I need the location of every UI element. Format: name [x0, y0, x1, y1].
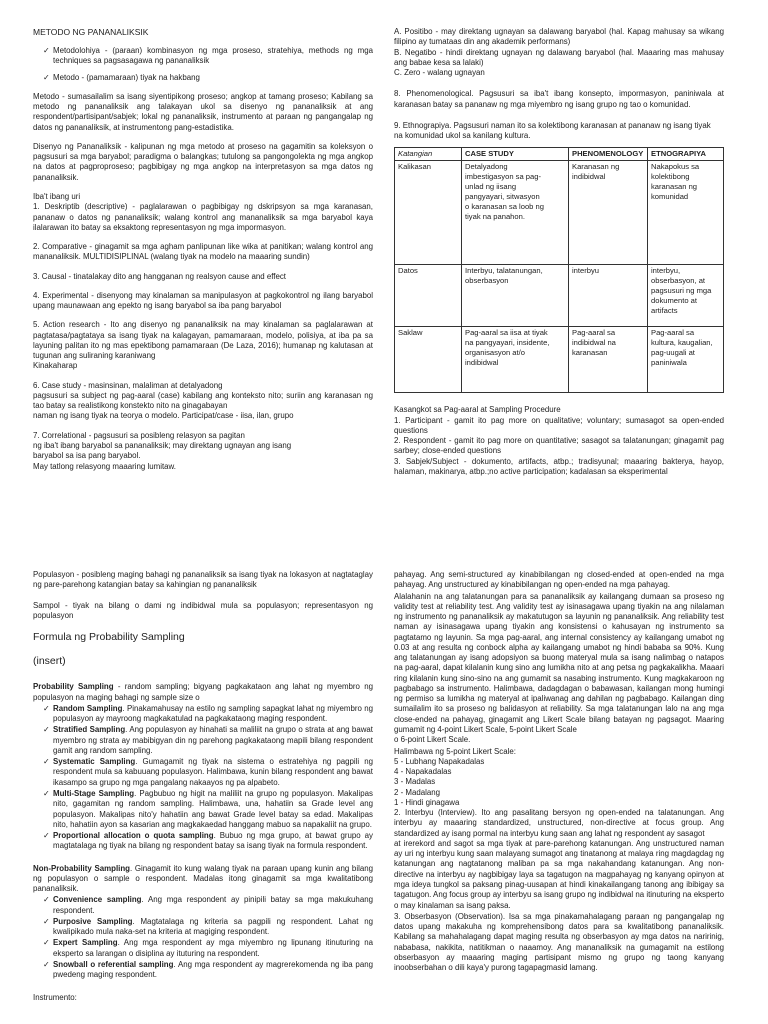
paragraph-experimental: 4. Experimental - disenyong may kinalaman sa manipulasyon at pagkokontrol ng ilang baryabol upang maunawaan ang epekto ng isang baryabol sa iba pang baryabol: [33, 290, 373, 311]
probability-intro: Probability Sampling - random sampling; bigyang pagkakataon ang lahat ng myembro ng populasyon na maging bahagi ng sample size o: [33, 682, 373, 702]
table-cell: Detalyadong imbestigasyon sa pag-unlad ng iisang pangyayari, sitwasyon o karanasan sa loob ng tiyak na panahon.: [462, 161, 569, 265]
nonprobability-item: ✓ Purposive Sampling. Magtatalaga ng kriteria sa pagpili ng respondent. Lahat ng kwalipikado mula naka-set na kriteria at magiging respondent.: [33, 917, 373, 938]
table-cell: Kalikasan: [395, 161, 462, 265]
term-label: Non-Probability Sampling: [33, 863, 130, 873]
term-label: Probability Sampling: [33, 682, 114, 692]
paragraph-obserbasyon: 3. Obserbasyon (Observation). Isa sa mga pinakamahalagang paraan ng pangangalap ng datos upang makakuha ng komprehensibong datos para sa kwalitatibong pananaliksik. Kabilang sa mahahalagang dapat maging resulta ng obserbasyon ay mga datos na naririnig, nababasa, nakikita, natitikman o naaamoy. Ang mananaliksik na gumagamit na estilong obserbasyon ay maaaring maging partisipant mismo ng grupo ng taong kanyang inoobserbahan o dili kaya'y purong tagapagmasid lamang.: [394, 911, 724, 973]
likert-title: Halimbawa ng 5-point Likert Scale:: [394, 746, 516, 756]
bottom-right-column: [394, 570, 724, 974]
paragraph-action-research: 5. Action research - Ito ang disenyo ng pananaliksik na may kinalaman sa paglalarawan at pagtatasa/pagtataya sa isang tiyak na kalagayan, pamamaraan, modelo, polisiya, at iba pa sa layuning palitan ito ng mas epektibong pamamaraan (De Laza, 2016); humanap ng kalutasan at tugunan ang suliraning karaniwang Kinakaharap: [33, 320, 373, 371]
bottom-left-column: [33, 570, 373, 1009]
nonprobability-item: ✓ Convenience sampling. Ang mga respondent ay pinipili batay sa mga makukuhang respondent.: [33, 895, 373, 916]
table-cell: Interbyu, talatanungan, obserbasyon: [462, 265, 569, 327]
likert-item: 5 - Lubhang Napakadalas: [394, 756, 485, 766]
table-header-cell: CASE STUDY: [462, 148, 569, 161]
paragraph-interbyu: 2. Interbyu (Interview). Ito ang pasalitang bersyon ng open-ended na talatanungan. Ang interbyu ay maaaring standardized, unstructured, non-directive at focus group. Ang standardized ay isang pormal na interbyu kung saan ang lahat ng respondent ay sasagot at irerekord and sagot sa mga tiyak at pare-parehong katanungan. Ang unstructured naman ay uri ng interbyu kung saan malayang sumagot ang tinatanong at malaya ring magdagdag ng katanungan ang nagtatanong maliban pa sa mga nakahandang katanungan. Ang non-directive na interbyu ay nagbibigay laya sa tagatugon na magpahayag ng kanyang opinyon at mga ideya tungkol sa paksang pinag-uusapan at hindi kinakailangang tanong ang ibibigay sa tagatugon. Ang focus group ay interbyu sa isang grupo ng indibidwal na itinuturing na eksperto o may kinalaman sa isang paksa.: [394, 808, 724, 910]
paragraph-phenomenological: 8. Phenomenological. Pagsusuri sa iba't ibang konsepto, impormasyon, paniniwala at karanasan batay sa pananaw ng mga miyembro ng isang grupo ng tao o komunidad.: [394, 89, 724, 109]
probability-item: ✓ Random Sampling. Pinakamahusay na estilo ng sampling sapagkat lahat ng miyembro ng populasyon ay mayroong magkakatulad na pagkakataong maging respondent.: [33, 704, 373, 725]
instrumento-label: Instrumento:: [33, 992, 77, 1002]
table-cell: Nakapokus sa kolektibong karanasan ng komunidad: [648, 161, 724, 265]
paragraph-sampol: Sampol - tiyak na bilang o dami ng indibidwal mula sa populasyon; representasyon ng populasyon: [33, 600, 373, 620]
table-cell: Pag-aaral sa iisa at tiyak na pangyayari, insidente, organisasyon at/o indibidwal: [462, 327, 569, 393]
top-left-column: [33, 27, 373, 478]
table-row: [395, 161, 724, 265]
paragraph-comparative: 2. Comparative - ginagamit sa mga agham panlipunan like wika at panitikan; walang kontrol ang mananaliksik. MULTIDISIPLINAL (walang tiyak na modelo na maaaring sundin): [33, 242, 373, 262]
likert-item: 2 - Madalang: [394, 787, 441, 797]
table-header-row: [395, 148, 724, 161]
likert-item: 3 - Madalas: [394, 777, 436, 787]
section-title: METODO NG PANANALIKSIK: [33, 27, 149, 37]
paragraph-relationships: A. Positibo - may direktang ugnayan sa dalawang baryabol (hal. Kapag mahusay sa wikang filipino ay tumataas din ang akademik performans) B. Negatibo - hindi direktang ugnayan ng dalawang baryabol (hal. Maaaring mas mahusay ang babae kesa sa lalaki) C. Zero - walang ugnayan: [394, 27, 724, 78]
probability-item: ✓ Systematic Sampling. Gumagamit ng tiyak na sistema o estratehiya ng pagpili ng respondent mula sa kabuuang populasyon. Halimbawa, kunin bilang respondent ang bawat ikasampo sa grupo ng mga pangalang nakaayos ng pa alpabeto.: [33, 757, 373, 788]
table-cell: Saklaw: [395, 327, 462, 393]
paragraph-deskriptib: Iba't ibang uri 1. Deskriptib (descriptive) - paglalarawan o pagbibigay ng dskripsyon sa mga karanasan, pananaw o datos ng pananaliksik; walang kontrol ang mananaliksik sa mga baryabol kaya ilalarawan ito batay sa eksaktong representasyon ng mga impormasyon.: [33, 191, 373, 232]
paragraph-correlational: 7. Correlational - pagsusuri sa posibleng relasyon sa pagitan ng iba't ibang baryabol sa pananaliksik; may direktang ugnayan ang isang baryabol sa isa pang baryabol. May tatlong relasyong maaaring lumitaw.: [33, 430, 292, 471]
paragraph-causal: 3. Causal - tinatalakay dito ang hangganan ng realsyon cause and effect: [33, 271, 286, 281]
table-cell: Karanasan ng indibidwal: [569, 161, 648, 265]
nonprobability-item: ✓ Expert Sampling. Ang mga respondent ay mga miyembro ng lipunang itinuturing na eksperto sa larangan o disiplina ay ituturing na respondent.: [33, 938, 373, 959]
probability-item: ✓ Multi-Stage Sampling. Pagbubuo ng higit na maliliit na grupo ng populasyon. Makalipas nito, gagamitan ng random sampling. Halimbawa, una, hahatiin sa Grade level ang populasyon. Makalipas nito'y hahatiin ang bawat Grade level batay sa edad. Makalipas nito, hahatiin ayon sa kasarian ang magkakaedad hanggang mabuo sa napakaliit na grupo.: [33, 789, 373, 830]
paragraph-case-study: 6. Case study - masinsinan, malaliman at detalyadong pagsusuri sa subject ng pag-aaral (case) kabilang ang konteksto nito; suriin ang karanasan ng tao batay sa realistikong konstekto nito na ginagabayan naman ng isang tiyak na teorya o modelo. Participat/case - iisa, ilan, grupo: [33, 380, 373, 421]
top-right-column: [394, 27, 724, 483]
nonprobability-item: ✓ Snowball o referential sampling. Ang mga respondent ay magrerekomenda ng iba pang pwedeng maging respondent.: [33, 960, 373, 981]
checklist-item: ✓ Metodolohiya - (paraan) kombinasyon ng mga proseso, stratehiya, methods ng mga techniques sa pagsasagawa ng pananaliksik: [33, 46, 373, 67]
likert-item: 1 - Hindi ginagawa: [394, 797, 460, 807]
table-header-cell: PHENOMENOLOGY: [569, 148, 648, 161]
paragraph-disenyo: Disenyo ng Pananaliksik - kalipunan ng mga metodo at proseso na gagamitin sa koleksyon o pagsusuri sa mga baryabol; paradigma o balangkas; tutulong sa pangongolekta ng mga angkop na datos at pagproproseso; pagbibigay ng mga angkop na interpretasyon sa mga datos ng pananaliksik.: [33, 141, 373, 182]
table-cell: interbyu: [569, 265, 648, 327]
paragraph-validity: Alalahanin na ang talatanungan para sa pananaliksik ay kailangang dumaan sa proseso ng validity test at reliability test. Ang validity test ay isinasagawa upang tiyakin na ang nilalaman ng instrumento ng pananaliksik ay makatutugon sa layunin ng pananaliksik. Ang reliability test naman ay isinasagawa upang tiyakin ang konsistensi o kahusayan ng instrumento sa pagtatamo ng layunin. Sa mga pag-aaral, ang internal consistency ay kailangang umabot ng 0.03 at ang resulta ng conbock alpha ay kailangang umabot ng hindi bababa sa 90%. Kung ang talatanungan ay isang adopsiyon sa buong materyal mula sa isang nalimbag o natapos na pag-aaral, dapat kilalanin kung sino ang lumikha nito at ang petsa ng pagkakalikha. Maaari ring kilalanin kung sino-sino na ang gumamit sa nasabing instrumento. Kung magkakaroon ng pagbabago sa instrumento. Halimbawa, dadagdagan o babawasan, kailangan mong humingi ng permiso sa lumikha ng materyal at ipaliwanag ang dahilan ng pagbabago. Kailangan ding sumailalim ito sa proseso ng balidasyon at reliability. Sa mga talatanungan lalo na ang mga close-ended na pahayag, ginagamit ang Likert Scale bilang batayan ng pagsagot. Maaring gumamit ng 4-point Likert Scale, 5-point Likert Scale o 6-point Likert Scale.: [394, 591, 724, 745]
formula-title: Formula ng Probability Sampling: [33, 631, 185, 644]
insert-placeholder: (insert): [33, 654, 66, 667]
paragraph-populasyon: Populasyon - posibleng maging bahagi ng pananaliksik sa isang tiyak na lokasyon at nagtataglay ng pare-parehong katangian batay sa kahingian ng pananaliksik: [33, 570, 373, 590]
comparison-table: [394, 147, 724, 393]
table-header-cell: ETNOGRAPIYA: [648, 148, 724, 161]
table-cell: Pag-aaral sa indibidwal na karanasan: [569, 327, 648, 393]
table-row: [395, 265, 724, 327]
paragraph-pahayag: pahayag. Ang semi-structured ay kinabibilangan ng closed-ended at open-ended na mga pahayag. Ang unstructured ay kinabibilangan ng open-ended na mga pahayag.: [394, 570, 724, 590]
probability-item: ✓ Proportional allocation o quota sampling. Bubuo ng mga grupo, at bawat grupo ay magtatalaga ng tiyak na bilang ng respondent batay sa isang tiyak na formula respondent.: [33, 831, 373, 852]
table-cell: Pag-aaral sa kultura, kaugalian, pag-uugali at paniniwala: [648, 327, 724, 393]
paragraph-ethnograpiya: 9. Ethnograpiya. Pagsusuri naman ito sa kolektibong karanasan at pananaw ng isang tiyak na komunidad ukol sa kanilang kultura.: [394, 120, 711, 141]
paragraph-sampling-procedure: Kasangkot sa Pag-aaral at Sampling Procedure 1. Participant - gamit ito pag more on qualitative; voluntary; sumasagot sa open-ended questions 2. Respondent - gamit ito pag more on quantitative; sasagot sa talatanungan; ginagamit pag sarbey; close-ended questions 3. Sabjek/Subject - dokumento, artifacts, atbp.; tradisyunal; maaaring bakterya, hayop, halaman, makinarya, atbp.;no active participation; kadalasan sa eksperimental: [394, 405, 724, 476]
checklist-item: ✓ Metodo - (pamamaraan) tiyak na hakbang: [33, 73, 373, 83]
paragraph-metodo: Metodo - sumasailalim sa isang siyentipikong proseso; angkop at tamang proseso; Kabilang sa metodo ng pananaliksik ang talakayan ukol sa disenyo ng pananaliksik at ang respondent/partisipant/sabjek; lokal ng pananaliksik, instrumento at paraan ng pangangalap ng datos ng pananaliksik, at instrumentong pang-estadistika.: [33, 91, 373, 132]
table-cell: interbyu, obserbasyon, at pagsusuri ng mga dokumento at artifacts: [648, 265, 724, 327]
likert-item: 4 - Napakadalas: [394, 767, 452, 777]
probability-item: ✓ Stratified Sampling. Ang populasyon ay hinahati sa maliliit na grupo o strata at ang bawat myembro ng strata ay mabibigyan din ng parehong pagkakataong mapili bilang respondent gamit ang random sampling.: [33, 725, 373, 756]
table-header-cell: Katangian: [395, 148, 462, 161]
nonprobability-intro: Non-Probability Sampling. Ginagamit ito kung walang tiyak na paraan upang kunin ang bilang ng populasyon o sample o respondent. Madalas itong ginagamit sa mga kwalitatibong pananaliksik.: [33, 863, 373, 894]
table-cell: Datos: [395, 265, 462, 327]
table-row: [395, 327, 724, 393]
